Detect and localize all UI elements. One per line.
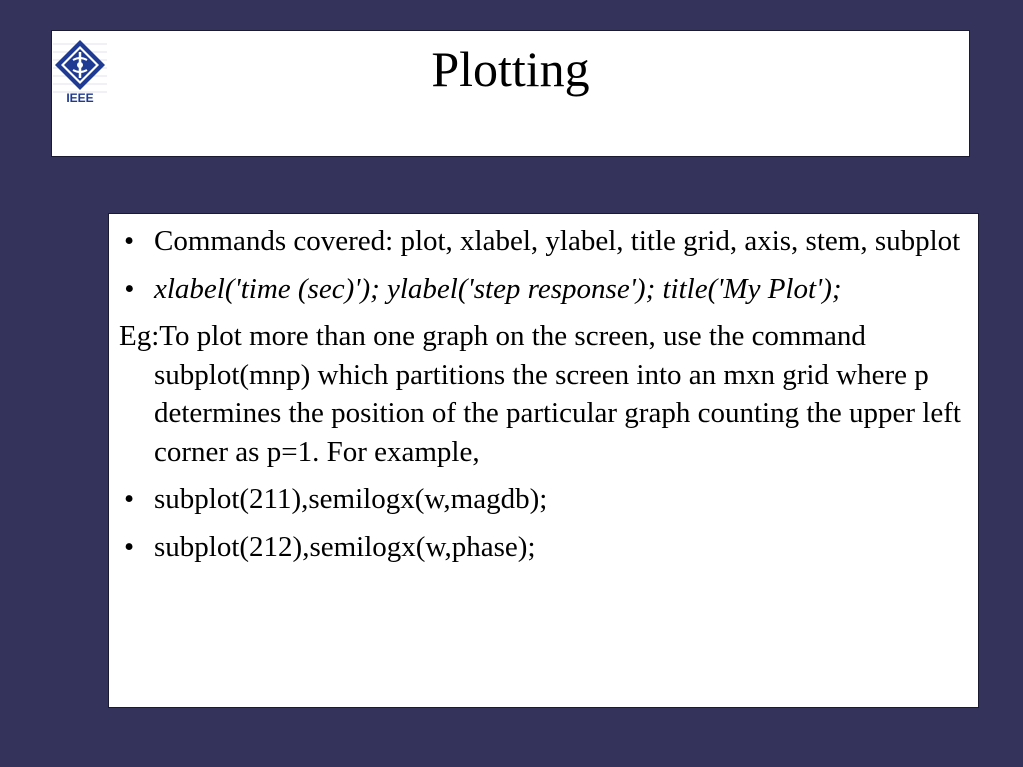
bullet-marker: • xyxy=(124,225,135,257)
ieee-logo-text: IEEE xyxy=(66,91,94,105)
bullet-text: subplot(211),semilogx(w,magdb); xyxy=(154,483,548,515)
bullet-text: subplot(212),semilogx(w,phase); xyxy=(154,530,536,563)
bullet-text: xlabel('time (sec)'); ylabel('step response'); title('My Plot'); xyxy=(154,272,842,305)
bullet-item xyxy=(119,270,966,309)
slide-title: Plotting xyxy=(431,41,590,97)
bullet-item xyxy=(119,528,966,567)
title-panel xyxy=(51,30,970,157)
bullet-marker: • xyxy=(124,483,135,515)
bullet-text: Commands covered: plot, xlabel, ylabel, title grid, axis, stem, subplot xyxy=(154,225,961,257)
bullet-marker: • xyxy=(124,530,135,563)
bullet-item xyxy=(119,480,966,519)
bullet-item xyxy=(119,222,966,261)
bullet-marker: • xyxy=(124,272,135,305)
content-panel xyxy=(108,213,979,708)
example-paragraph: Eg:To plot more than one graph on the screen, use the command subplot(mnp) which partitions the screen into an mxn grid where p determines the position of the particular graph counting the upper left corner as p=1. For example, xyxy=(119,320,961,468)
